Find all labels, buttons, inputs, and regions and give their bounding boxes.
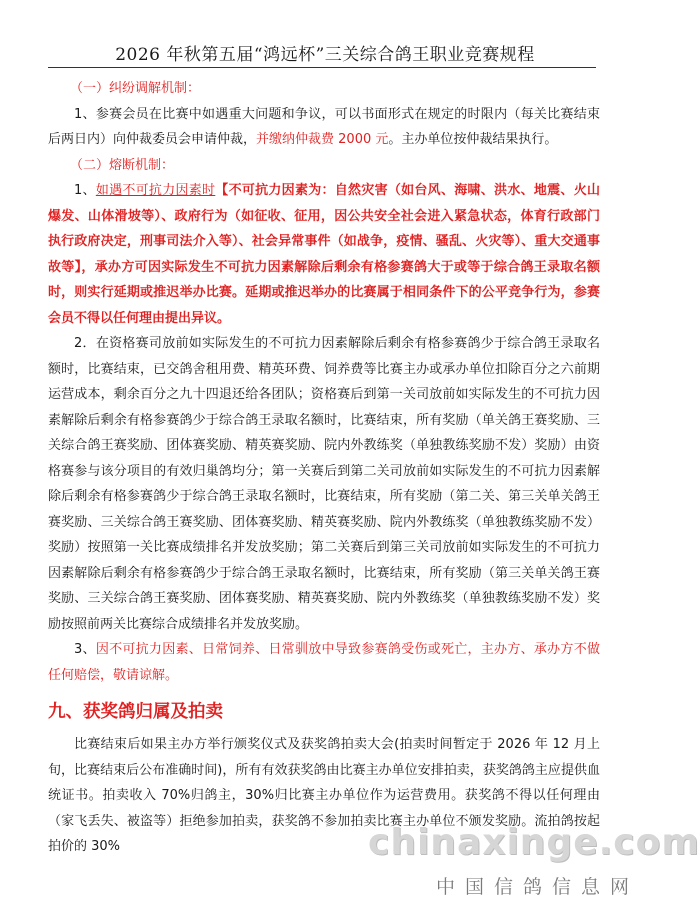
header-divider <box>48 67 596 68</box>
paragraph-dispute-1-end: 。主办单位按仲裁结果执行。 <box>388 132 558 147</box>
arbitration-fee-text: 并缴纳仲裁费 2000 元 <box>256 132 389 147</box>
paragraph-dispute-1 <box>48 102 600 153</box>
force-majeure-fair-competition: 延期或推迟举办的比赛属于相同条件下的公平竞争行为，参赛会员不得以任何理由提出异议。 <box>48 285 600 326</box>
watermark-logo: chinaxinge.com <box>368 822 700 863</box>
paragraph-fuse-3-num: 3、 <box>74 642 96 657</box>
page-title: 2026 年秋第五届“鸿远杯”三关综合鸽王职业竞赛规程 <box>115 45 535 65</box>
paragraph-fuse-1-num: 1、 <box>74 183 96 198</box>
force-majeure-postpone: ，承办方可因实际发生不可抗力因素解除后剩余有格参赛鸽大于或等于综合鸽王录取名额时，则实行延期或推迟举办比赛。 <box>48 259 600 300</box>
no-compensation-text: 因不可抗力因素、日常饲养、日常驯放中导致参赛鸽受伤或死亡，主办方、承办方不做任何赔偿，敬请谅解。 <box>48 642 600 683</box>
paragraph-fuse-1 <box>48 178 600 331</box>
section-heading-auction: 九、获奖鸽归属及拍卖 <box>48 702 223 722</box>
paragraph-fuse-2: 2．在资格赛司放前如实际发生的不可抗力因素解除后剩余有格参赛鸽少于综合鸽王录取名额时，比赛结束，已交鸽舍租用费、精英环费、饲养费等比赛主办或承办单位扣除百分之六前期运营成本，剩余百分之九十四退还给各团队；资格赛后到第一关司放前如实际发生的不可抗力因素解除后剩余有格参赛鸽少于综合鸽王录取名额时，比赛结束，所有奖励（单关鸽王赛奖励、三关综合鸽王赛奖励、团体赛奖励、精英赛奖励、院内外教练奖（单独教练奖励不发）奖励）由资格赛参与该分项目的有效归巢鸽均分；第一关赛后到第二关司放前如实际发生的不可抗力因素解除后剩余有格参赛鸽少于综合鸽王录取名额时，比赛结束，所有奖励（第二关、第三关单关鸽王赛奖励、三关综合鸽王赛奖励、团体赛奖励、精英赛奖励、院内外教练奖（单独教练奖励不发）奖励）按照第一关比赛成绩排名并发放奖励；第二关赛后到第三关司放前如实际发生的不可抗力因素解除后剩余有格参赛鸽少于综合鸽王录取名额时，比赛结束，所有奖励（第三关单关鸽王赛奖励、三关综合鸽王赛奖励、团体赛奖励、精英赛奖励、院内外教练奖（单独教练奖励不发）奖励按照前两关比赛综合成绩排名并发放奖励。 <box>48 336 600 632</box>
paragraph-dispute-1-text: 1、参赛会员在比赛中如遇重大问题和争议，可以书面形式在规定的时限内（每关比赛结束后两日内）向仲裁委员会申请仲裁， <box>48 106 600 147</box>
watermark-site-name: 中国信鸽信息网 <box>436 876 640 898</box>
document-body <box>48 76 600 860</box>
subsection-label-fuse-text: （二）熔断机制： <box>70 157 175 173</box>
force-majeure-lead: 如遇不可抗力因素时 <box>95 183 216 198</box>
force-majeure-definition: 【不可抗力因素为：自然灾害（如台风、海啸、洪水、地震、火山爆发、山体滑坡等）、政府行为（如征收、征用，因公共安全社会进入紧急状态，体育行政部门执行政府决定，刑事司法介入等）、社会异常事件（如战争，疫情、骚乱、火灾等）、重大交通事故等】 <box>48 183 600 275</box>
paragraph-auction-1: 比赛结束后如果主办方举行颁奖仪式及获奖鸽拍卖大会(拍卖时间暂定于 2026 年 12 月上旬，比赛结束后公布准确时间)，所有有效获奖鸽由比赛主办单位安排拍卖，获奖鸽鸽主应提供血统证书。拍卖收入 70%归鸽主，30%归比赛主办单位作为运营费用。获奖鸽不得以任何理由（家飞丢失、被盗等）拒绝参加拍卖，获奖鸽不参加拍卖比赛主办单位不颁发奖励。流拍鸽按起拍价的 30% <box>48 737 600 854</box>
subsection-label-dispute <box>70 76 600 102</box>
paragraph-fuse-3 <box>48 637 600 688</box>
subsection-label-fuse <box>70 153 600 179</box>
subsection-label-dispute-text: （一）纠纷调解机制： <box>70 81 201 96</box>
